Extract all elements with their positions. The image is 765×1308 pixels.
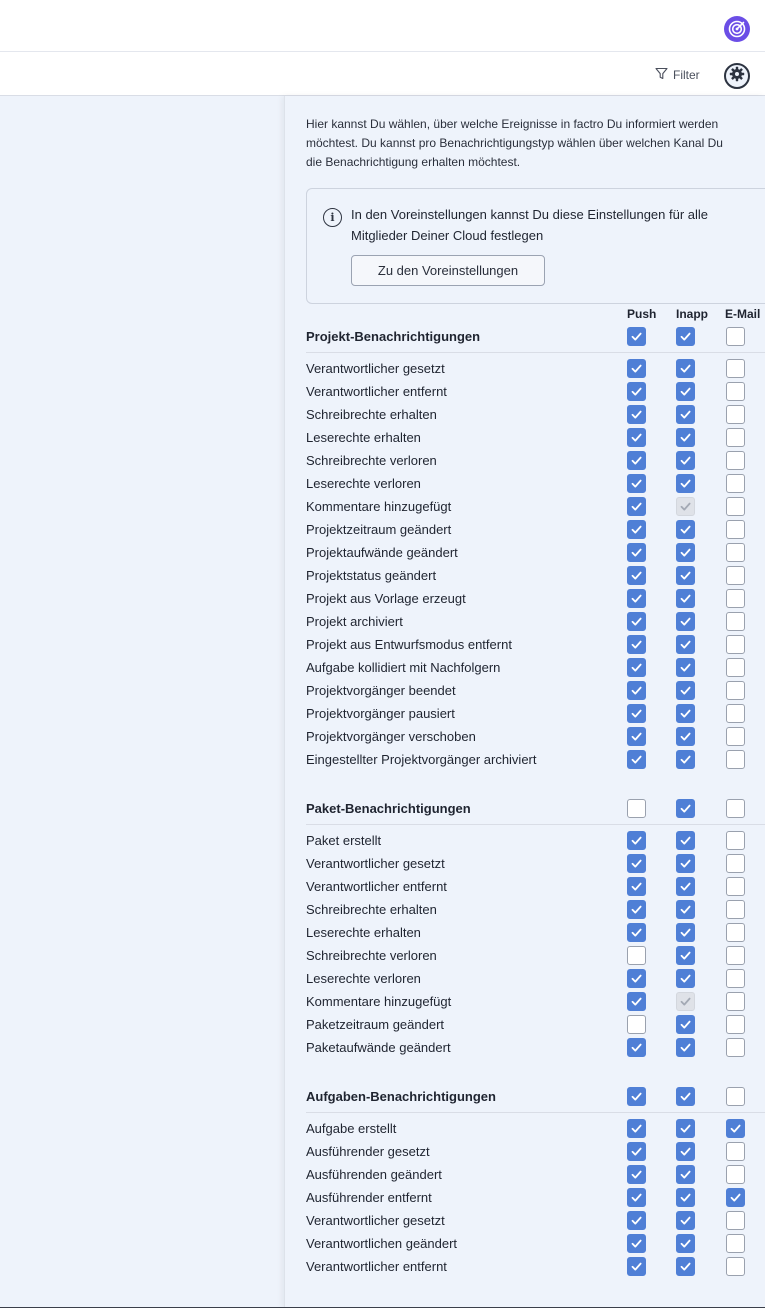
notification-row (306, 633, 765, 656)
inapp-checkbox[interactable] (676, 704, 695, 723)
checkmark-icon (630, 1237, 643, 1250)
push-checkbox[interactable] (627, 1257, 646, 1276)
notification-label: Aufgabe kollidiert mit Nachfolgern (306, 660, 501, 675)
top-bar (0, 0, 765, 96)
push-checkbox[interactable] (627, 382, 646, 401)
checkmark-icon (630, 1145, 643, 1158)
email-checkbox[interactable] (726, 1188, 745, 1207)
info-text: In den Voreinstellungen kannst Du diese Einstellungen für alle Mitglieder Deiner Cloud festlegen (351, 207, 709, 243)
notification-settings-panel (284, 96, 765, 1308)
notification-rows (306, 1113, 765, 1278)
inapp-checkbox[interactable] (676, 382, 695, 401)
notification-row (306, 898, 765, 921)
notification-row (306, 944, 765, 967)
notification-label: Schreibrechte erhalten (306, 407, 437, 422)
checkmark-icon (630, 408, 643, 421)
inapp-checkbox[interactable] (676, 1211, 695, 1230)
section-push-checkbox[interactable] (627, 799, 646, 818)
email-checkbox[interactable] (726, 474, 745, 493)
checkmark-icon (630, 661, 643, 674)
notification-row (306, 990, 765, 1013)
inapp-checkbox[interactable] (676, 1142, 695, 1161)
notification-row (306, 1186, 765, 1209)
checkmark-icon (679, 1260, 692, 1273)
notification-row (306, 1036, 765, 1059)
inapp-checkbox[interactable] (676, 1188, 695, 1207)
notification-row (306, 725, 765, 748)
notification-label: Paketaufwände geändert (306, 1040, 451, 1055)
push-checkbox[interactable] (627, 831, 646, 850)
checkmark-icon (630, 330, 643, 343)
inapp-checkbox[interactable] (676, 612, 695, 631)
notification-label: Leserechte verloren (306, 476, 421, 491)
push-checkbox[interactable] (627, 704, 646, 723)
email-checkbox[interactable] (726, 877, 745, 896)
notification-row (306, 380, 765, 403)
notification-label: Verantwortlicher gesetzt (306, 856, 445, 871)
notification-label: Ausführender gesetzt (306, 1144, 430, 1159)
info-box (306, 188, 765, 304)
push-checkbox[interactable] (627, 405, 646, 424)
checkmark-icon (679, 1237, 692, 1250)
checkmark-icon (679, 880, 692, 893)
email-checkbox[interactable] (726, 497, 745, 516)
checkmark-icon (630, 1122, 643, 1135)
checkmark-icon (679, 431, 692, 444)
notification-label: Projektvorgänger pausiert (306, 706, 455, 721)
inapp-checkbox[interactable] (676, 1119, 695, 1138)
notification-label: Schreibrechte erhalten (306, 902, 437, 917)
push-checkbox[interactable] (627, 900, 646, 919)
column-header-push: Push (627, 307, 657, 321)
notification-row (306, 564, 765, 587)
email-checkbox[interactable] (726, 704, 745, 723)
inapp-checkbox[interactable] (676, 520, 695, 539)
checkmark-icon (630, 431, 643, 444)
notification-label: Eingestellter Projektvorgänger archiviert (306, 752, 537, 767)
push-checkbox[interactable] (627, 992, 646, 1011)
inapp-checkbox[interactable] (676, 900, 695, 919)
checkmark-icon (729, 1191, 742, 1204)
notification-label: Schreibrechte verloren (306, 948, 437, 963)
push-checkbox[interactable] (627, 727, 646, 746)
checkmark-icon (679, 1041, 692, 1054)
checkmark-icon (630, 753, 643, 766)
email-checkbox[interactable] (726, 681, 745, 700)
inapp-checkbox[interactable] (676, 1038, 695, 1057)
notification-label: Ausführenden geändert (306, 1167, 442, 1182)
notification-label: Projektzeitraum geändert (306, 522, 452, 537)
section-projekt-benachrichtigungen (306, 321, 765, 771)
checkmark-icon (679, 802, 692, 815)
email-checkbox[interactable] (726, 1165, 745, 1184)
push-checkbox[interactable] (627, 1211, 646, 1230)
checkmark-icon (630, 592, 643, 605)
notification-label: Projektvorgänger beendet (306, 683, 456, 698)
checkmark-icon (679, 661, 692, 674)
notification-row (306, 702, 765, 725)
push-checkbox[interactable] (627, 1015, 646, 1034)
checkmark-icon (679, 926, 692, 939)
inapp-checkbox[interactable] (676, 1015, 695, 1034)
push-checkbox[interactable] (627, 497, 646, 516)
checkmark-icon (630, 903, 643, 916)
push-checkbox[interactable] (627, 359, 646, 378)
checkmark-icon (630, 546, 643, 559)
notification-row (306, 495, 765, 518)
email-checkbox[interactable] (726, 520, 745, 539)
section-inapp-checkbox[interactable] (676, 1087, 695, 1106)
settings-button[interactable] (724, 63, 750, 89)
notification-row (306, 518, 765, 541)
notification-label: Aufgabe erstellt (306, 1121, 397, 1136)
checkmark-icon (630, 500, 643, 513)
section-inapp-checkbox[interactable] (676, 799, 695, 818)
email-checkbox[interactable] (726, 566, 745, 585)
notification-rows (306, 353, 765, 771)
notification-row (306, 1255, 765, 1278)
notification-label: Leserechte verloren (306, 971, 421, 986)
checkmark-icon (679, 857, 692, 870)
checkmark-icon (679, 408, 692, 421)
inapp-checkbox[interactable] (676, 451, 695, 470)
notification-row (306, 679, 765, 702)
content-background (0, 96, 284, 1308)
notification-label: Kommentare hinzugefügt (306, 994, 452, 1009)
notification-row (306, 875, 765, 898)
push-checkbox[interactable] (627, 1188, 646, 1207)
push-checkbox[interactable] (627, 520, 646, 539)
notification-row (306, 541, 765, 564)
email-checkbox[interactable] (726, 1015, 745, 1034)
checkmark-icon (630, 385, 643, 398)
inapp-checkbox[interactable] (676, 727, 695, 746)
push-checkbox[interactable] (627, 681, 646, 700)
email-checkbox[interactable] (726, 405, 745, 424)
checkmark-icon (630, 1191, 643, 1204)
checkmark-icon (679, 1145, 692, 1158)
filter-button[interactable] (655, 66, 700, 84)
checkmark-icon (679, 1191, 692, 1204)
checkmark-icon (679, 523, 692, 536)
push-checkbox[interactable] (627, 969, 646, 988)
column-header-email: E-Mail (725, 307, 761, 321)
push-checkbox[interactable] (627, 543, 646, 562)
checkmark-icon (679, 834, 692, 847)
notification-label: Projektvorgänger verschoben (306, 729, 476, 744)
notification-label: Paketzeitraum geändert (306, 1017, 445, 1032)
push-checkbox[interactable] (627, 923, 646, 942)
checkmark-icon (630, 1041, 643, 1054)
inapp-checkbox[interactable] (676, 854, 695, 873)
notification-row (306, 1209, 765, 1232)
inapp-checkbox[interactable] (676, 1234, 695, 1253)
email-checkbox[interactable] (726, 359, 745, 378)
email-checkbox[interactable] (726, 1038, 745, 1057)
push-checkbox[interactable] (627, 428, 646, 447)
gear-icon (729, 66, 745, 87)
checkmark-icon (679, 592, 692, 605)
push-checkbox[interactable] (627, 946, 646, 965)
push-checkbox[interactable] (627, 750, 646, 769)
notification-row (306, 967, 765, 990)
section-title: Projekt-Benachrichtigungen (306, 329, 481, 344)
notification-row (306, 921, 765, 944)
checkmark-icon (679, 454, 692, 467)
notification-label: Verantwortlicher entfernt (306, 1259, 447, 1274)
notification-row (306, 449, 765, 472)
checkmark-icon (679, 1168, 692, 1181)
notification-row (306, 1013, 765, 1036)
checkmark-icon (679, 477, 692, 490)
notification-label: Projekt aus Entwurfsmodus entfernt (306, 637, 512, 652)
inapp-checkbox[interactable] (676, 969, 695, 988)
notification-label: Verantwortlicher gesetzt (306, 361, 445, 376)
inapp-checkbox[interactable] (676, 1257, 695, 1276)
email-checkbox[interactable] (726, 658, 745, 677)
checkmark-icon (630, 834, 643, 847)
notification-label: Kommentare hinzugefügt (306, 499, 452, 514)
section-header (306, 793, 765, 825)
checkmark-icon (679, 995, 692, 1008)
email-checkbox[interactable] (726, 946, 745, 965)
target-logo-icon[interactable] (724, 16, 750, 42)
section-title: Aufgaben-Benachrichtigungen (306, 1089, 496, 1104)
notification-label: Verantwortlicher entfernt (306, 879, 447, 894)
checkmark-icon (679, 638, 692, 651)
email-checkbox[interactable] (726, 831, 745, 850)
inapp-checkbox[interactable] (676, 589, 695, 608)
notification-row (306, 403, 765, 426)
filter-icon (655, 67, 668, 83)
checkmark-icon (679, 500, 692, 513)
email-checkbox[interactable] (726, 1211, 745, 1230)
notification-label: Verantwortlichen geändert (306, 1236, 458, 1251)
push-checkbox[interactable] (627, 1038, 646, 1057)
email-checkbox[interactable] (726, 750, 745, 769)
checkmark-icon (630, 926, 643, 939)
section-push-checkbox[interactable] (627, 327, 646, 346)
checkmark-icon (679, 569, 692, 582)
email-checkbox[interactable] (726, 428, 745, 447)
checkmark-icon (729, 1122, 742, 1135)
checkmark-icon (630, 857, 643, 870)
push-checkbox[interactable] (627, 877, 646, 896)
checkmark-icon (679, 385, 692, 398)
notification-label: Leserechte erhalten (306, 430, 421, 445)
checkmark-icon (630, 684, 643, 697)
email-checkbox[interactable] (726, 969, 745, 988)
email-checkbox[interactable] (726, 543, 745, 562)
checkmark-icon (679, 1214, 692, 1227)
checkmark-icon (679, 753, 692, 766)
section-aufgaben-benachrichtigungen (306, 1081, 765, 1278)
email-checkbox[interactable] (726, 1119, 745, 1138)
notification-row (306, 1232, 765, 1255)
email-checkbox[interactable] (726, 612, 745, 631)
checkmark-icon (630, 972, 643, 985)
push-checkbox[interactable] (627, 589, 646, 608)
email-checkbox[interactable] (726, 382, 745, 401)
push-checkbox[interactable] (627, 451, 646, 470)
checkmark-icon (630, 730, 643, 743)
email-checkbox[interactable] (726, 589, 745, 608)
checkmark-icon (630, 569, 643, 582)
notification-label: Schreibrechte verloren (306, 453, 437, 468)
email-checkbox[interactable] (726, 1234, 745, 1253)
notification-row (306, 1163, 765, 1186)
checkmark-icon (630, 995, 643, 1008)
notification-row (306, 829, 765, 852)
checkmark-icon (679, 972, 692, 985)
push-checkbox[interactable] (627, 612, 646, 631)
inapp-checkbox[interactable] (676, 359, 695, 378)
checkmark-icon (630, 523, 643, 536)
section-header (306, 1081, 765, 1113)
email-checkbox[interactable] (726, 451, 745, 470)
section-email-checkbox[interactable] (726, 1087, 745, 1106)
push-checkbox[interactable] (627, 658, 646, 677)
checkmark-icon (630, 454, 643, 467)
inapp-checkbox[interactable] (676, 428, 695, 447)
push-checkbox[interactable] (627, 1142, 646, 1161)
push-checkbox[interactable] (627, 635, 646, 654)
notification-row (306, 357, 765, 380)
inapp-checkbox[interactable] (676, 681, 695, 700)
header-divider (0, 51, 765, 52)
section-email-checkbox[interactable] (726, 327, 745, 346)
push-checkbox[interactable] (627, 1119, 646, 1138)
notification-label: Leserechte erhalten (306, 925, 421, 940)
notification-row (306, 656, 765, 679)
notification-label: Verantwortlicher gesetzt (306, 1213, 445, 1228)
push-checkbox[interactable] (627, 474, 646, 493)
push-checkbox[interactable] (627, 566, 646, 585)
section-push-checkbox[interactable] (627, 1087, 646, 1106)
notification-row (306, 426, 765, 449)
notification-label: Projekt archiviert (306, 614, 403, 629)
checkmark-icon (679, 730, 692, 743)
inapp-checkbox (676, 992, 695, 1011)
checkmark-icon (679, 362, 692, 375)
notification-row (306, 748, 765, 771)
push-checkbox[interactable] (627, 1234, 646, 1253)
checkmark-icon (679, 1018, 692, 1031)
notification-row (306, 472, 765, 495)
inapp-checkbox[interactable] (676, 543, 695, 562)
checkmark-icon (630, 362, 643, 375)
notification-label: Ausführender entfernt (306, 1190, 432, 1205)
section-email-checkbox[interactable] (726, 799, 745, 818)
filter-label: Filter (673, 68, 700, 82)
inapp-checkbox[interactable] (676, 474, 695, 493)
checkmark-icon (679, 949, 692, 962)
notification-label: Paket erstellt (306, 833, 382, 848)
checkmark-icon (679, 684, 692, 697)
checkmark-icon (630, 707, 643, 720)
notification-label: Projektaufwände geändert (306, 545, 458, 560)
notification-row (306, 852, 765, 875)
checkmark-icon (679, 546, 692, 559)
checkmark-icon (630, 638, 643, 651)
notification-label: Projekt aus Vorlage erzeugt (306, 591, 466, 606)
inapp-checkbox[interactable] (676, 831, 695, 850)
email-checkbox[interactable] (726, 1257, 745, 1276)
notification-label: Projektstatus geändert (306, 568, 437, 583)
checkmark-icon (679, 707, 692, 720)
notification-row (306, 1140, 765, 1163)
email-checkbox[interactable] (726, 727, 745, 746)
notification-row (306, 1117, 765, 1140)
inapp-checkbox[interactable] (676, 1165, 695, 1184)
checkmark-icon (679, 330, 692, 343)
checkmark-icon (630, 1214, 643, 1227)
checkmark-icon (679, 1090, 692, 1103)
checkmark-icon (679, 615, 692, 628)
checkmark-icon (630, 1260, 643, 1273)
email-checkbox[interactable] (726, 854, 745, 873)
checkmark-icon (679, 1122, 692, 1135)
checkmark-icon (630, 615, 643, 628)
section-paket-benachrichtigungen (306, 793, 765, 1059)
email-checkbox[interactable] (726, 1142, 745, 1161)
checkmark-icon (630, 477, 643, 490)
section-header (306, 321, 765, 353)
checkmark-icon (630, 1090, 643, 1103)
email-checkbox[interactable] (726, 923, 745, 942)
notification-rows (306, 825, 765, 1059)
inapp-checkbox[interactable] (676, 658, 695, 677)
inapp-checkbox[interactable] (676, 877, 695, 896)
notification-label: Verantwortlicher entfernt (306, 384, 447, 399)
notification-row (306, 610, 765, 633)
intro-text: Hier kannst Du wählen, über welche Ereignisse in factro Du informiert werden möchtest. Du kannst pro Benachrichtigungstyp wählen über welchen Kanal Du die Benachrichtigung erhalten möchtest. (306, 117, 723, 169)
inapp-checkbox[interactable] (676, 566, 695, 585)
push-checkbox[interactable] (627, 854, 646, 873)
defaults-button[interactable]: Zu den Voreinstellungen (351, 255, 545, 286)
email-checkbox[interactable] (726, 635, 745, 654)
section-inapp-checkbox[interactable] (676, 327, 695, 346)
inapp-checkbox[interactable] (676, 405, 695, 424)
notification-row (306, 587, 765, 610)
email-checkbox[interactable] (726, 900, 745, 919)
inapp-checkbox[interactable] (676, 635, 695, 654)
email-checkbox[interactable] (726, 992, 745, 1011)
inapp-checkbox[interactable] (676, 923, 695, 942)
inapp-checkbox[interactable] (676, 750, 695, 769)
section-title: Paket-Benachrichtigungen (306, 801, 471, 816)
inapp-checkbox[interactable] (676, 946, 695, 965)
checkmark-icon (630, 1168, 643, 1181)
inapp-checkbox (676, 497, 695, 516)
info-icon: i (323, 208, 342, 227)
column-header-inapp: Inapp (676, 307, 708, 321)
checkmark-icon (679, 903, 692, 916)
push-checkbox[interactable] (627, 1165, 646, 1184)
checkmark-icon (630, 880, 643, 893)
